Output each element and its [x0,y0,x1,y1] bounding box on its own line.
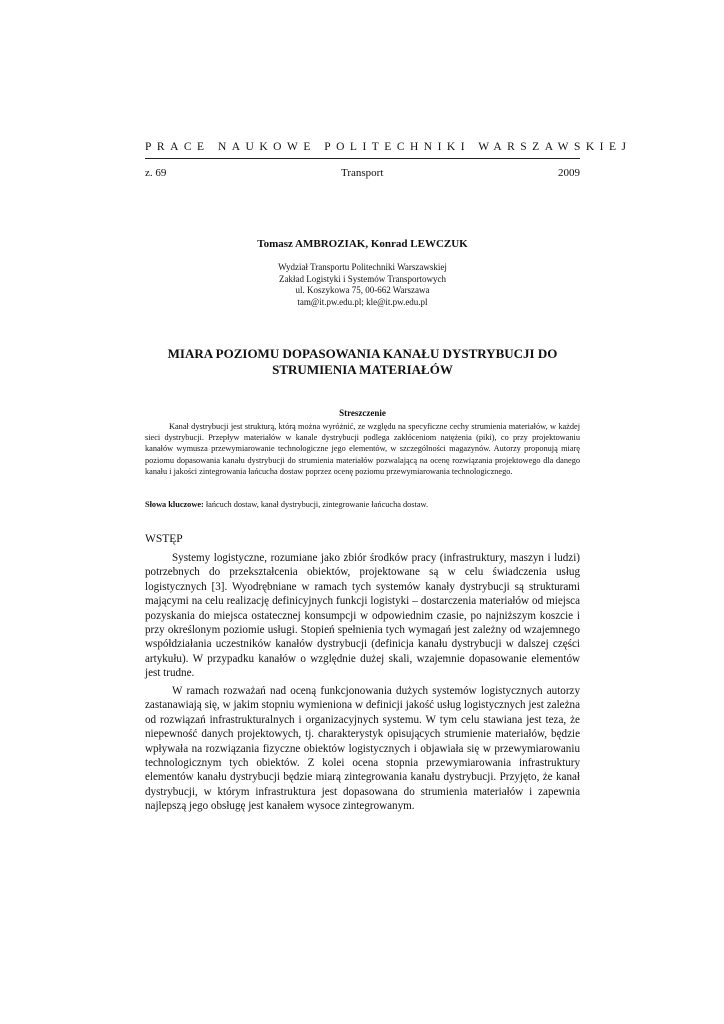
header-rule [145,158,580,159]
section-heading: WSTĘP [145,533,183,545]
affiliation [145,262,580,308]
abstract-heading: Streszczenie [339,408,386,418]
affiliation-address: ul. Koszykowa 75, 00-662 Warszawa [295,285,430,295]
authors: Tomasz AMBROZIAK, Konrad LEWCZUK [257,238,468,250]
body-paragraph: W ramach rozważań nad oceną funkcjonowania dużych systemów logistycznych autorzy zastanawiają się, w jakim stopniu wymieniona w definicji jakość usług logistycznych jest zależna od rozwiązań infrastrukturalnych i organizacyjnych systemu. W tym celu stawiana jest teza, że niepewność danych projektowych, tj. charakterystyk opisujących strumienie materiałów, będzie wpływała na rozwiązania fizyczne obiektów logistycznych i objawiała się w przewymiarowaniu technologicznym tych obiektów. Z kolei ocena stopnia przewymiarowania infrastruktury elementów kanału dystrybucji będzie miarą zintegrowania kanału dystrybucji. Przyjęto, że kanał dystrybucji, w którym infrastruktura jest dopasowana do strumienia materiałów i zapewnia najlepszą jego obsługę jest kanałem wysoce zintegrowanym. [145,685,580,813]
abstract-text: Kanał dystrybucji jest strukturą, którą można wyróżnić, ze względu na specyficzne cechy strumienia materiałów, w każdej sieci dystrybucji. Przepływ materiałów w kanale dystrybucji podlega zakłóceniom natężenia (piki), co przy projektowaniu kanałów wymusza przewymiarowanie technologiczne jego elementów, w szczególności magazynów. Autorzy proponują miarę poziomu dopasowania kanału dystrybucji do strumienia materiałów pozwalającą na ocenę rozwiązania projektowego dla danego kanału i jakości zintegrowania łańcucha dostaw poprzez ocenę poziomu przewymiarowania technologicznego. [145,422,580,476]
affiliation-department: Zakład Logistyki i Systemów Transportowych [279,273,446,284]
affiliation-faculty: Wydział Transportu Politechniki Warszawskiej [278,262,447,272]
keywords-label: Słowa kluczowe: [145,500,204,509]
issue-meta [145,167,580,179]
issue-number: z. 69 [145,167,167,179]
keywords-text: łańcuch dostaw, kanał dystrybucji, zintegrowanie łańcucha dostaw. [203,500,429,509]
affiliation-emails: tam@it.pw.edu.pl; kle@it.pw.edu.pl [297,296,428,307]
keywords [145,499,580,510]
journal-name: PRACE NAUKOWE POLITECHNIKI WARSZAWSKIEJ [145,141,632,153]
publication-year: 2009 [558,167,580,179]
paper-title: MIARA POZIOMU DOPASOWANIA KANAŁU DYSTRYBUCJI DO STRUMIENIA MATERIAŁÓW [167,346,558,377]
body-paragraph: Systemy logistyczne, rozumiane jako zbiór środków pracy (infrastruktury, maszyn i ludzi) potrzebnych do przekształcenia obiektów, projektowane są w celu świadczenia usług logistycznych [3]. Wyodrębniane w ramach tych systemów kanały dystrybucji są strukturami mającymi na celu realizację definicyjnych funkcji logistyki – dostarczenia materiałów od miejsca pozyskania do miejsca ostatecznej konsumpcji w odpowiednim czasie, po najniższym koszcie i przy określonym poziomie usługi. Stopień spełnienia tych wymagań jest zależny od wzajemnego współdziałania uczestników kanałów dystrybucji (definicja kanału dystrybucji w dalszej części artykułu). W przypadku kanałów o względnie dużej skali, wzajemnie dopasowanie elementów jest trudne. [145,552,580,680]
series-name: Transport [341,167,384,179]
